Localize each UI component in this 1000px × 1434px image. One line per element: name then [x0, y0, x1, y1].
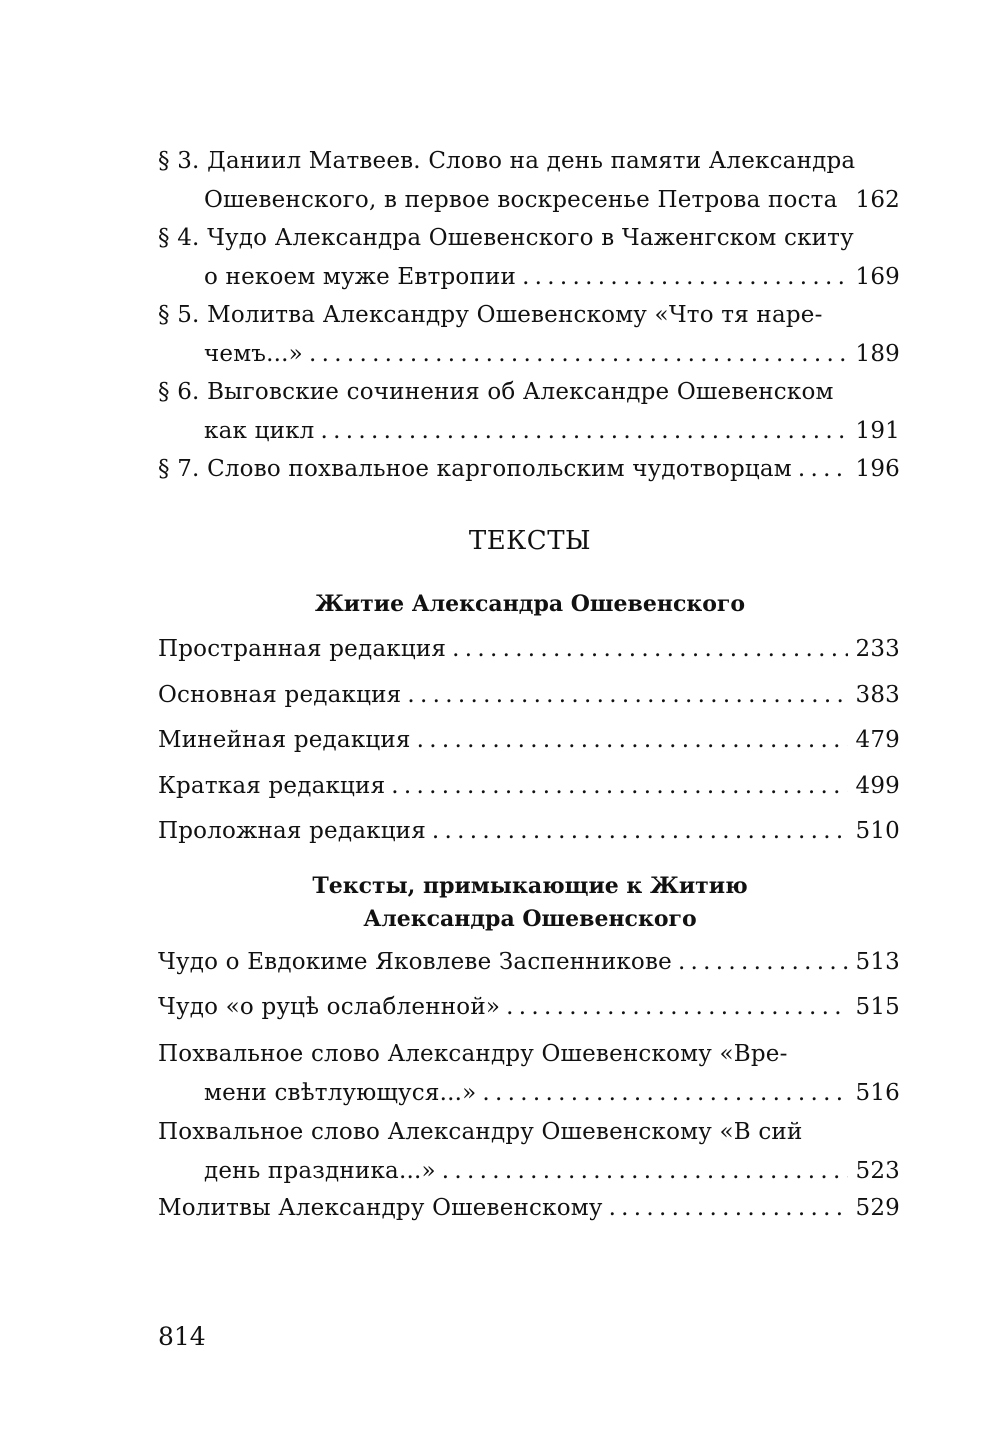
toc-entry-title: Проложная редакция: [158, 818, 426, 844]
page-ref: 383: [855, 682, 900, 708]
dot-leader: [482, 1074, 848, 1113]
dot-leader: [309, 335, 848, 374]
page-ref: 510: [855, 818, 900, 844]
toc-entry-line: § 6. Выговские сочинения об Александре Ошевенском: [158, 379, 834, 405]
dot-leader: [522, 258, 848, 297]
dot-leader: [678, 943, 848, 982]
toc-entry-line: день праздника...»: [204, 1158, 436, 1184]
toc-entry-adjacent[interactable]: [158, 988, 900, 1027]
texts-heading: ТЕКСТЫ: [468, 526, 592, 556]
toc-entry-line: Похвальное слово Александру Ошевенскому «Вре-: [158, 1041, 788, 1067]
page-ref: 513: [855, 949, 900, 975]
dot-leader: [506, 988, 848, 1027]
page-ref: 516: [855, 1080, 900, 1106]
toc-entry-section-4[interactable]: [158, 219, 900, 297]
toc-entry-line: как цикл: [204, 418, 315, 444]
toc-entry-line: § 7. Слово похвальное каргопольским чудотворцам: [158, 456, 792, 482]
page-number: 814: [158, 1322, 206, 1351]
dot-leader: [798, 450, 848, 489]
dot-leader: [320, 412, 848, 451]
dot-leader: [417, 721, 848, 760]
toc-entry-adjacent[interactable]: [158, 1035, 900, 1113]
page-ref: 233: [855, 636, 900, 662]
dot-leader: [452, 630, 848, 669]
toc-entry-section-3[interactable]: [158, 142, 900, 220]
page-ref: 169: [855, 264, 900, 290]
toc-entry-section-6[interactable]: [158, 373, 900, 451]
toc-entry-line: § 4. Чудо Александра Ошевенского в Чаженгском скиту: [158, 225, 854, 251]
dot-leader: [609, 1189, 848, 1228]
page-ref: 515: [855, 994, 900, 1020]
adjacent-texts-heading: [0, 870, 1000, 936]
toc-entry-adjacent[interactable]: [158, 1189, 900, 1228]
page-ref: 196: [855, 456, 900, 482]
toc-entry-line: о некоем муже Евтропии: [204, 264, 517, 290]
heading-line: Александра Ошевенского: [363, 906, 697, 932]
toc-entry-section-5[interactable]: [158, 296, 900, 374]
zhitie-heading: Житие Александра Ошевенского: [314, 591, 746, 617]
toc-entry-zhitie[interactable]: [158, 630, 900, 669]
toc-entry-title: Пространная редакция: [158, 636, 447, 662]
toc-entry-line: чемъ...»: [204, 341, 303, 367]
toc-entry-line: § 3. Даниил Матвеев. Слово на день памяти Александра: [158, 148, 856, 174]
toc-entry-zhitie[interactable]: [158, 767, 900, 806]
toc-entry-zhitie[interactable]: [158, 721, 900, 760]
toc-entry-title: Чудо «о руцѣ ослабленной»: [158, 994, 501, 1020]
toc-entry-title: Минейная редакция: [158, 727, 411, 753]
page-ref: 499: [855, 773, 900, 799]
toc-entry-title: Чудо о Евдокиме Яковлеве Заспенникове: [158, 949, 672, 975]
heading-line: Тексты, примыкающие к Житию: [312, 873, 748, 899]
page-ref: 479: [855, 727, 900, 753]
page-ref: 191: [855, 418, 900, 444]
page-ref: 529: [855, 1195, 900, 1221]
toc-entry-title: Основная редакция: [158, 682, 402, 708]
toc-entry-line: § 5. Молитва Александру Ошевенскому «Что тя наре-: [158, 302, 823, 328]
toc-entry-section-7[interactable]: [158, 450, 900, 489]
toc-entry-zhitie[interactable]: [158, 812, 900, 851]
toc-entry-line: Похвальное слово Александру Ошевенскому «В сий: [158, 1119, 803, 1145]
toc-entry-line: мени свѣтлующуся...»: [204, 1080, 477, 1106]
dot-leader: [391, 767, 848, 806]
dot-leader: [407, 676, 848, 715]
toc-entry-line: Ошевенского, в первое воскресенье Петрова поста: [204, 187, 838, 213]
toc-entry-title: Краткая редакция: [158, 773, 386, 799]
toc-entry-adjacent[interactable]: [158, 1113, 900, 1191]
toc-entry-zhitie[interactable]: [158, 676, 900, 715]
page-ref: 162: [855, 187, 900, 213]
dot-leader: [442, 1152, 848, 1191]
toc-entry-adjacent[interactable]: [158, 943, 900, 982]
page-ref: 189: [855, 341, 900, 367]
page-ref: 523: [855, 1158, 900, 1184]
toc-entry-title: Молитвы Александру Ошевенскому: [158, 1195, 603, 1221]
dot-leader: [432, 812, 848, 851]
